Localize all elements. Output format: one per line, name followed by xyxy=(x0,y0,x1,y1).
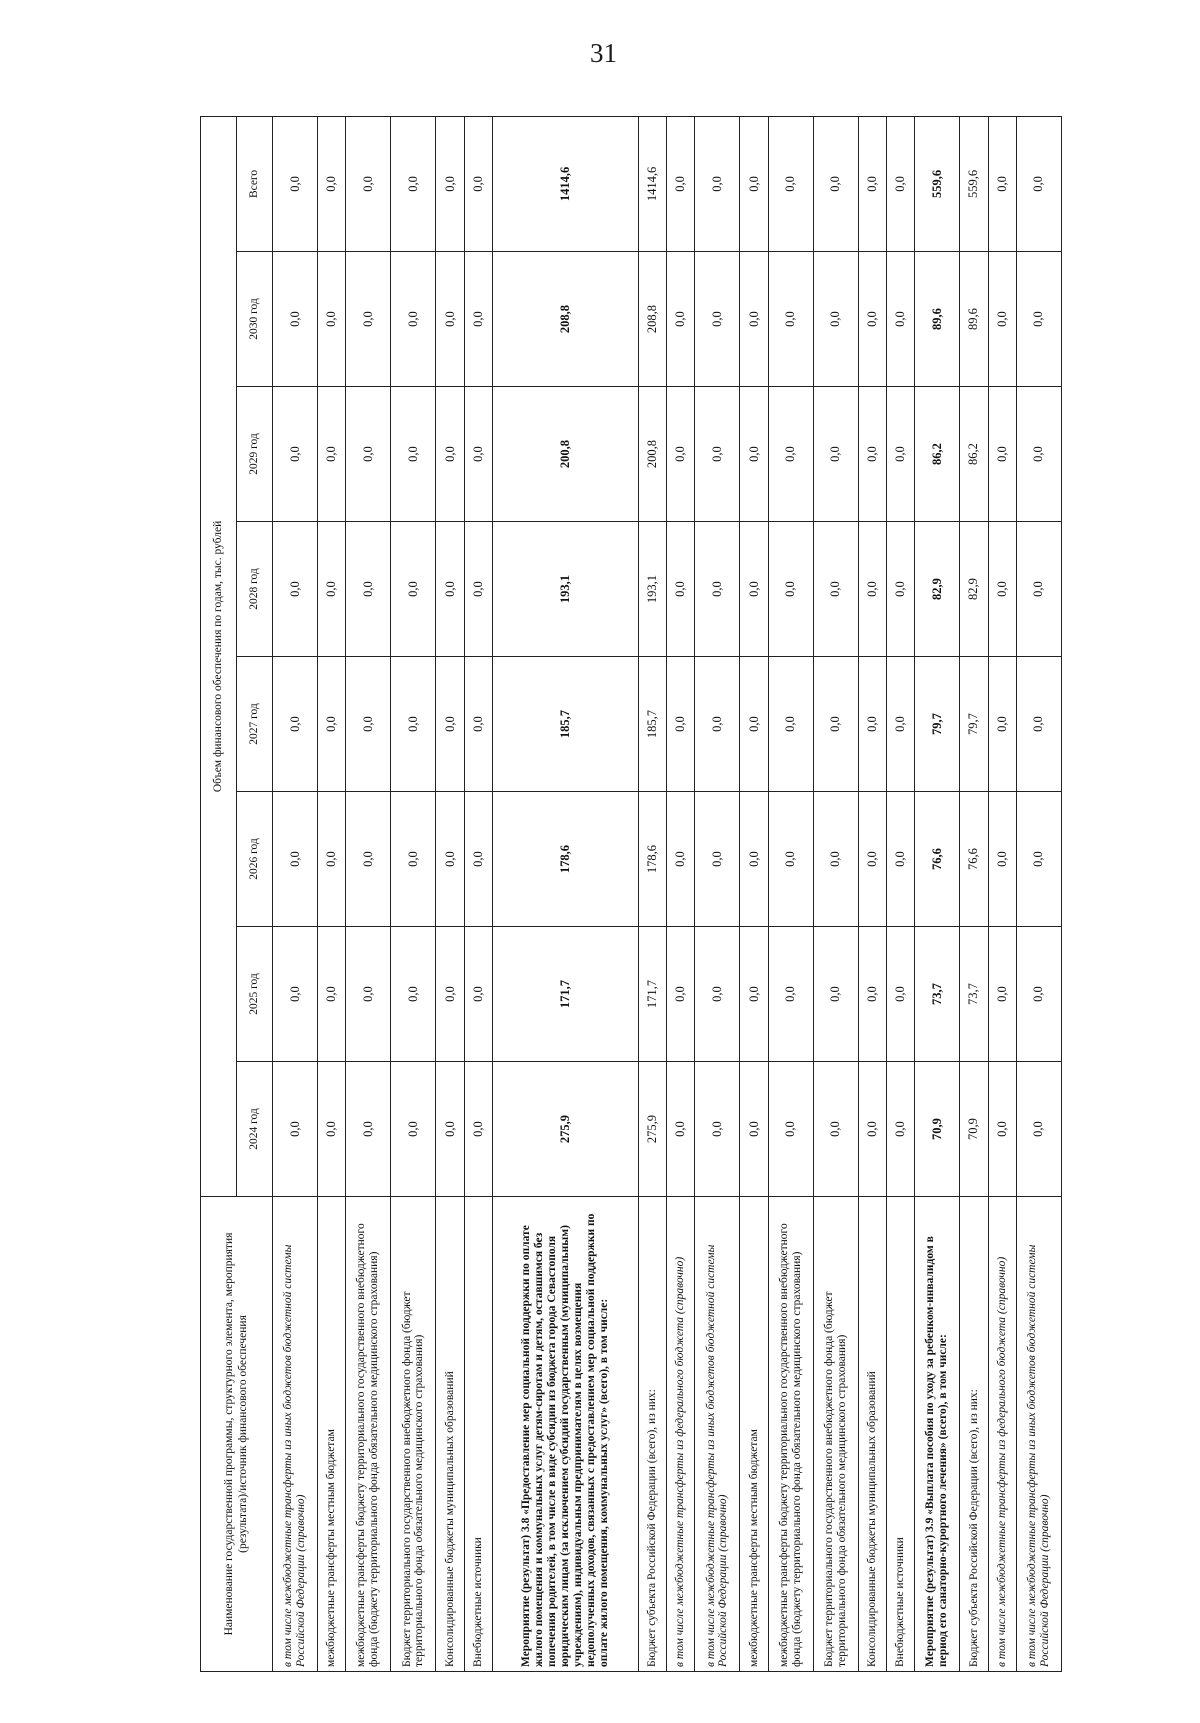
value-cell: 73,7 xyxy=(915,927,960,1062)
value-cell: 0,0 xyxy=(768,927,813,1062)
value-cell: 0,0 xyxy=(1016,522,1061,657)
row-label: Консолидированные бюджеты муниципальных образований xyxy=(436,1197,464,1672)
header-row-top xyxy=(201,116,237,1671)
value-cell: 0,0 xyxy=(695,116,740,251)
value-cell: 70,9 xyxy=(960,1062,988,1197)
value-cell: 0,0 xyxy=(464,657,492,792)
value-cell: 0,0 xyxy=(740,252,768,387)
value-cell: 0,0 xyxy=(695,657,740,792)
value-cell: 0,0 xyxy=(464,792,492,927)
value-cell: 193,1 xyxy=(492,522,638,657)
value-cell: 0,0 xyxy=(667,116,695,251)
table-row xyxy=(695,116,740,1671)
value-cell: 0,0 xyxy=(391,1062,436,1197)
value-cell: 0,0 xyxy=(318,792,346,927)
value-cell: 0,0 xyxy=(813,657,858,792)
value-cell: 0,0 xyxy=(813,1062,858,1197)
row-label: Бюджет территориального государственного внебюджетного фонда (бюджет территориального фонда обязательного медицинского страхования) xyxy=(813,1197,858,1672)
value-cell: 0,0 xyxy=(768,387,813,522)
column-header-year: 2028 год xyxy=(237,522,273,657)
table-row xyxy=(492,116,638,1671)
value-cell: 0,0 xyxy=(436,927,464,1062)
value-cell: 0,0 xyxy=(667,1062,695,1197)
value-cell: 0,0 xyxy=(768,657,813,792)
table-row xyxy=(464,116,492,1671)
value-cell: 0,0 xyxy=(1016,792,1061,927)
table-row xyxy=(1016,116,1061,1671)
value-cell: 0,0 xyxy=(740,657,768,792)
row-label: в том числе межбюджетные трансферты из иных бюджетов бюджетной системы Российской Федерации (справочно) xyxy=(1016,1197,1061,1672)
value-cell: 0,0 xyxy=(346,792,391,927)
table-row xyxy=(915,116,960,1671)
value-cell: 208,8 xyxy=(492,252,638,387)
table-row xyxy=(391,116,436,1671)
value-cell: 0,0 xyxy=(436,387,464,522)
row-label: Мероприятие (результат) 3.8 «Предоставление мер социальной поддержки по оплате жилого помещения и коммунальных услуг детям-сиротам и детям, оставшимся без попечения родителей, в том числе в виде субсидии из бюджета города Севастополя юридическим лицам (за исключением субсидий государственным (муниципальным) учреждениям), индивидуальным предпринимателям в целях возмещения недополученных доходов, связанных с предоставлением мер социальной поддержки по оплате жилого помещения, коммунальных услуг» (всего), в том числе: xyxy=(492,1197,638,1672)
value-cell: 79,7 xyxy=(960,657,988,792)
value-cell: 0,0 xyxy=(988,927,1016,1062)
value-cell: 0,0 xyxy=(436,1062,464,1197)
column-header-year: 2030 год xyxy=(237,252,273,387)
value-cell: 0,0 xyxy=(436,657,464,792)
value-cell: 0,0 xyxy=(768,792,813,927)
row-label: в том числе межбюджетные трансферты из иных бюджетов бюджетной системы Российской Федерации (справочно) xyxy=(695,1197,740,1672)
value-cell: 0,0 xyxy=(436,792,464,927)
value-cell: 76,6 xyxy=(960,792,988,927)
value-cell: 0,0 xyxy=(391,657,436,792)
value-cell: 559,6 xyxy=(960,116,988,251)
value-cell: 0,0 xyxy=(768,116,813,251)
value-cell: 0,0 xyxy=(813,387,858,522)
table-body xyxy=(273,116,1062,1671)
value-cell: 0,0 xyxy=(740,522,768,657)
value-cell: 0,0 xyxy=(346,657,391,792)
value-cell: 0,0 xyxy=(273,792,318,927)
column-header-year: Всего xyxy=(237,116,273,251)
value-cell: 0,0 xyxy=(813,252,858,387)
row-label: Бюджет субъекта Российской Федерации (всего), из них: xyxy=(960,1197,988,1672)
value-cell: 0,0 xyxy=(273,116,318,251)
value-cell: 0,0 xyxy=(887,657,915,792)
value-cell: 86,2 xyxy=(915,387,960,522)
value-cell: 0,0 xyxy=(887,252,915,387)
value-cell: 0,0 xyxy=(667,252,695,387)
value-cell: 0,0 xyxy=(346,522,391,657)
row-label: межбюджетные трансферты бюджету территориального государственного внебюджетного фонда (бюджету территориального фонда обязательного медицинского страхования) xyxy=(346,1197,391,1672)
value-cell: 0,0 xyxy=(318,252,346,387)
value-cell: 200,8 xyxy=(492,387,638,522)
value-cell: 0,0 xyxy=(988,1062,1016,1197)
value-cell: 82,9 xyxy=(960,522,988,657)
value-cell: 0,0 xyxy=(858,1062,886,1197)
table-row xyxy=(740,116,768,1671)
value-cell: 0,0 xyxy=(273,657,318,792)
value-cell: 89,6 xyxy=(960,252,988,387)
value-cell: 0,0 xyxy=(740,116,768,251)
value-cell: 0,0 xyxy=(1016,657,1061,792)
value-cell: 0,0 xyxy=(346,1062,391,1197)
row-label: Внебюджетные источники xyxy=(887,1197,915,1672)
value-cell: 0,0 xyxy=(464,522,492,657)
value-cell: 0,0 xyxy=(988,657,1016,792)
value-cell: 0,0 xyxy=(887,792,915,927)
table-row xyxy=(273,116,318,1671)
value-cell: 0,0 xyxy=(464,387,492,522)
value-cell: 0,0 xyxy=(1016,252,1061,387)
value-cell: 0,0 xyxy=(740,1062,768,1197)
value-cell: 0,0 xyxy=(740,792,768,927)
financing-table xyxy=(200,116,1062,1672)
row-label: Внебюджетные источники xyxy=(464,1197,492,1672)
table-row xyxy=(318,116,346,1671)
value-cell: 1414,6 xyxy=(638,116,666,251)
value-cell: 0,0 xyxy=(1016,1062,1061,1197)
rotated-table-container xyxy=(200,117,1062,1672)
value-cell: 0,0 xyxy=(436,522,464,657)
value-cell: 0,0 xyxy=(436,116,464,251)
value-cell: 0,0 xyxy=(318,927,346,1062)
table-row xyxy=(768,116,813,1671)
column-header-volume: Объем финансового обеспечения по годам, тыс. рублей xyxy=(201,116,237,1196)
value-cell: 171,7 xyxy=(492,927,638,1062)
value-cell: 0,0 xyxy=(273,252,318,387)
table-row xyxy=(988,116,1016,1671)
value-cell: 0,0 xyxy=(318,116,346,251)
value-cell: 0,0 xyxy=(887,1062,915,1197)
value-cell: 0,0 xyxy=(768,1062,813,1197)
value-cell: 0,0 xyxy=(273,522,318,657)
value-cell: 0,0 xyxy=(813,927,858,1062)
value-cell: 0,0 xyxy=(858,657,886,792)
value-cell: 0,0 xyxy=(318,387,346,522)
row-label: Бюджет субъекта Российской Федерации (всего), из них: xyxy=(638,1197,666,1672)
value-cell: 0,0 xyxy=(887,116,915,251)
value-cell: 0,0 xyxy=(768,522,813,657)
row-label: Бюджет территориального государственного внебюджетного фонда (бюджет территориального фонда обязательного медицинского страхования) xyxy=(391,1197,436,1672)
value-cell: 0,0 xyxy=(346,927,391,1062)
value-cell: 0,0 xyxy=(667,522,695,657)
value-cell: 0,0 xyxy=(813,116,858,251)
row-label: межбюджетные трансферты бюджету территориального государственного внебюджетного фонда (бюджету территориального фонда обязательного медицинского страхования) xyxy=(768,1197,813,1672)
value-cell: 0,0 xyxy=(887,522,915,657)
value-cell: 208,8 xyxy=(638,252,666,387)
value-cell: 0,0 xyxy=(695,522,740,657)
row-label: в том числе межбюджетные трансферты из иных бюджетов бюджетной системы Российской Федерации (справочно) xyxy=(273,1197,318,1672)
value-cell: 0,0 xyxy=(667,657,695,792)
value-cell: 0,0 xyxy=(391,792,436,927)
value-cell: 275,9 xyxy=(638,1062,666,1197)
value-cell: 73,7 xyxy=(960,927,988,1062)
row-label: в том числе межбюджетные трансферты из федерального бюджета (справочно) xyxy=(988,1197,1016,1672)
table-row xyxy=(960,116,988,1671)
value-cell: 0,0 xyxy=(988,387,1016,522)
value-cell: 0,0 xyxy=(318,522,346,657)
value-cell: 0,0 xyxy=(988,116,1016,251)
value-cell: 178,6 xyxy=(638,792,666,927)
value-cell: 0,0 xyxy=(346,387,391,522)
value-cell: 86,2 xyxy=(960,387,988,522)
value-cell: 0,0 xyxy=(988,792,1016,927)
table-row xyxy=(436,116,464,1671)
value-cell: 171,7 xyxy=(638,927,666,1062)
value-cell: 0,0 xyxy=(813,522,858,657)
table-row xyxy=(667,116,695,1671)
value-cell: 0,0 xyxy=(813,792,858,927)
value-cell: 70,9 xyxy=(915,1062,960,1197)
value-cell: 0,0 xyxy=(273,387,318,522)
row-label: межбюджетные трансферты местным бюджетам xyxy=(318,1197,346,1672)
value-cell: 0,0 xyxy=(887,927,915,1062)
value-cell: 0,0 xyxy=(768,252,813,387)
row-label: межбюджетные трансферты местным бюджетам xyxy=(740,1197,768,1672)
value-cell: 0,0 xyxy=(695,1062,740,1197)
table-row xyxy=(638,116,666,1671)
page-number: 31 xyxy=(590,38,617,68)
column-header-year: 2027 год xyxy=(237,657,273,792)
value-cell: 0,0 xyxy=(695,792,740,927)
value-cell: 0,0 xyxy=(988,522,1016,657)
value-cell: 0,0 xyxy=(391,387,436,522)
value-cell: 0,0 xyxy=(391,522,436,657)
value-cell: 0,0 xyxy=(858,792,886,927)
value-cell: 185,7 xyxy=(492,657,638,792)
value-cell: 0,0 xyxy=(740,387,768,522)
value-cell: 79,7 xyxy=(915,657,960,792)
value-cell: 0,0 xyxy=(391,116,436,251)
value-cell: 0,0 xyxy=(1016,387,1061,522)
column-header-name: Наименование государственной программы, структурного элемента, мероприятия (результата)/источник финансового обеспечения xyxy=(201,1197,273,1672)
value-cell: 0,0 xyxy=(695,387,740,522)
value-cell: 0,0 xyxy=(858,927,886,1062)
value-cell: 178,6 xyxy=(492,792,638,927)
value-cell: 0,0 xyxy=(1016,927,1061,1062)
value-cell: 0,0 xyxy=(988,252,1016,387)
value-cell: 0,0 xyxy=(667,792,695,927)
value-cell: 0,0 xyxy=(346,252,391,387)
row-label: Мероприятие (результат) 3.9 «Выплата пособия по уходу за ребенком-инвалидом в период его санаторно-курортного лечения» (всего), в том числе: xyxy=(915,1197,960,1672)
value-cell: 0,0 xyxy=(464,927,492,1062)
table-row xyxy=(887,116,915,1671)
value-cell: 0,0 xyxy=(273,927,318,1062)
value-cell: 0,0 xyxy=(667,387,695,522)
column-header-year: 2025 год xyxy=(237,927,273,1062)
row-label: в том числе межбюджетные трансферты из федерального бюджета (справочно) xyxy=(667,1197,695,1672)
value-cell: 0,0 xyxy=(858,522,886,657)
value-cell: 275,9 xyxy=(492,1062,638,1197)
value-cell: 0,0 xyxy=(318,1062,346,1197)
value-cell: 0,0 xyxy=(273,1062,318,1197)
row-label: Консолидированные бюджеты муниципальных образований xyxy=(858,1197,886,1672)
column-header-year: 2029 год xyxy=(237,387,273,522)
value-cell: 0,0 xyxy=(695,927,740,1062)
value-cell: 0,0 xyxy=(887,387,915,522)
table-row xyxy=(346,116,391,1671)
value-cell: 0,0 xyxy=(464,252,492,387)
value-cell: 0,0 xyxy=(318,657,346,792)
value-cell: 200,8 xyxy=(638,387,666,522)
value-cell: 76,6 xyxy=(915,792,960,927)
value-cell: 82,9 xyxy=(915,522,960,657)
value-cell: 0,0 xyxy=(1016,116,1061,251)
value-cell: 0,0 xyxy=(695,252,740,387)
value-cell: 0,0 xyxy=(464,116,492,251)
value-cell: 1414,6 xyxy=(492,116,638,251)
value-cell: 0,0 xyxy=(391,252,436,387)
value-cell: 185,7 xyxy=(638,657,666,792)
value-cell: 0,0 xyxy=(740,927,768,1062)
value-cell: 0,0 xyxy=(464,1062,492,1197)
value-cell: 0,0 xyxy=(667,927,695,1062)
column-header-year: 2024 год xyxy=(237,1062,273,1197)
value-cell: 0,0 xyxy=(436,252,464,387)
column-header-year: 2026 год xyxy=(237,792,273,927)
table-row xyxy=(858,116,886,1671)
value-cell: 193,1 xyxy=(638,522,666,657)
value-cell: 0,0 xyxy=(858,252,886,387)
value-cell: 0,0 xyxy=(346,116,391,251)
value-cell: 89,6 xyxy=(915,252,960,387)
value-cell: 0,0 xyxy=(391,927,436,1062)
value-cell: 559,6 xyxy=(915,116,960,251)
table-row xyxy=(813,116,858,1671)
value-cell: 0,0 xyxy=(858,116,886,251)
value-cell: 0,0 xyxy=(858,387,886,522)
